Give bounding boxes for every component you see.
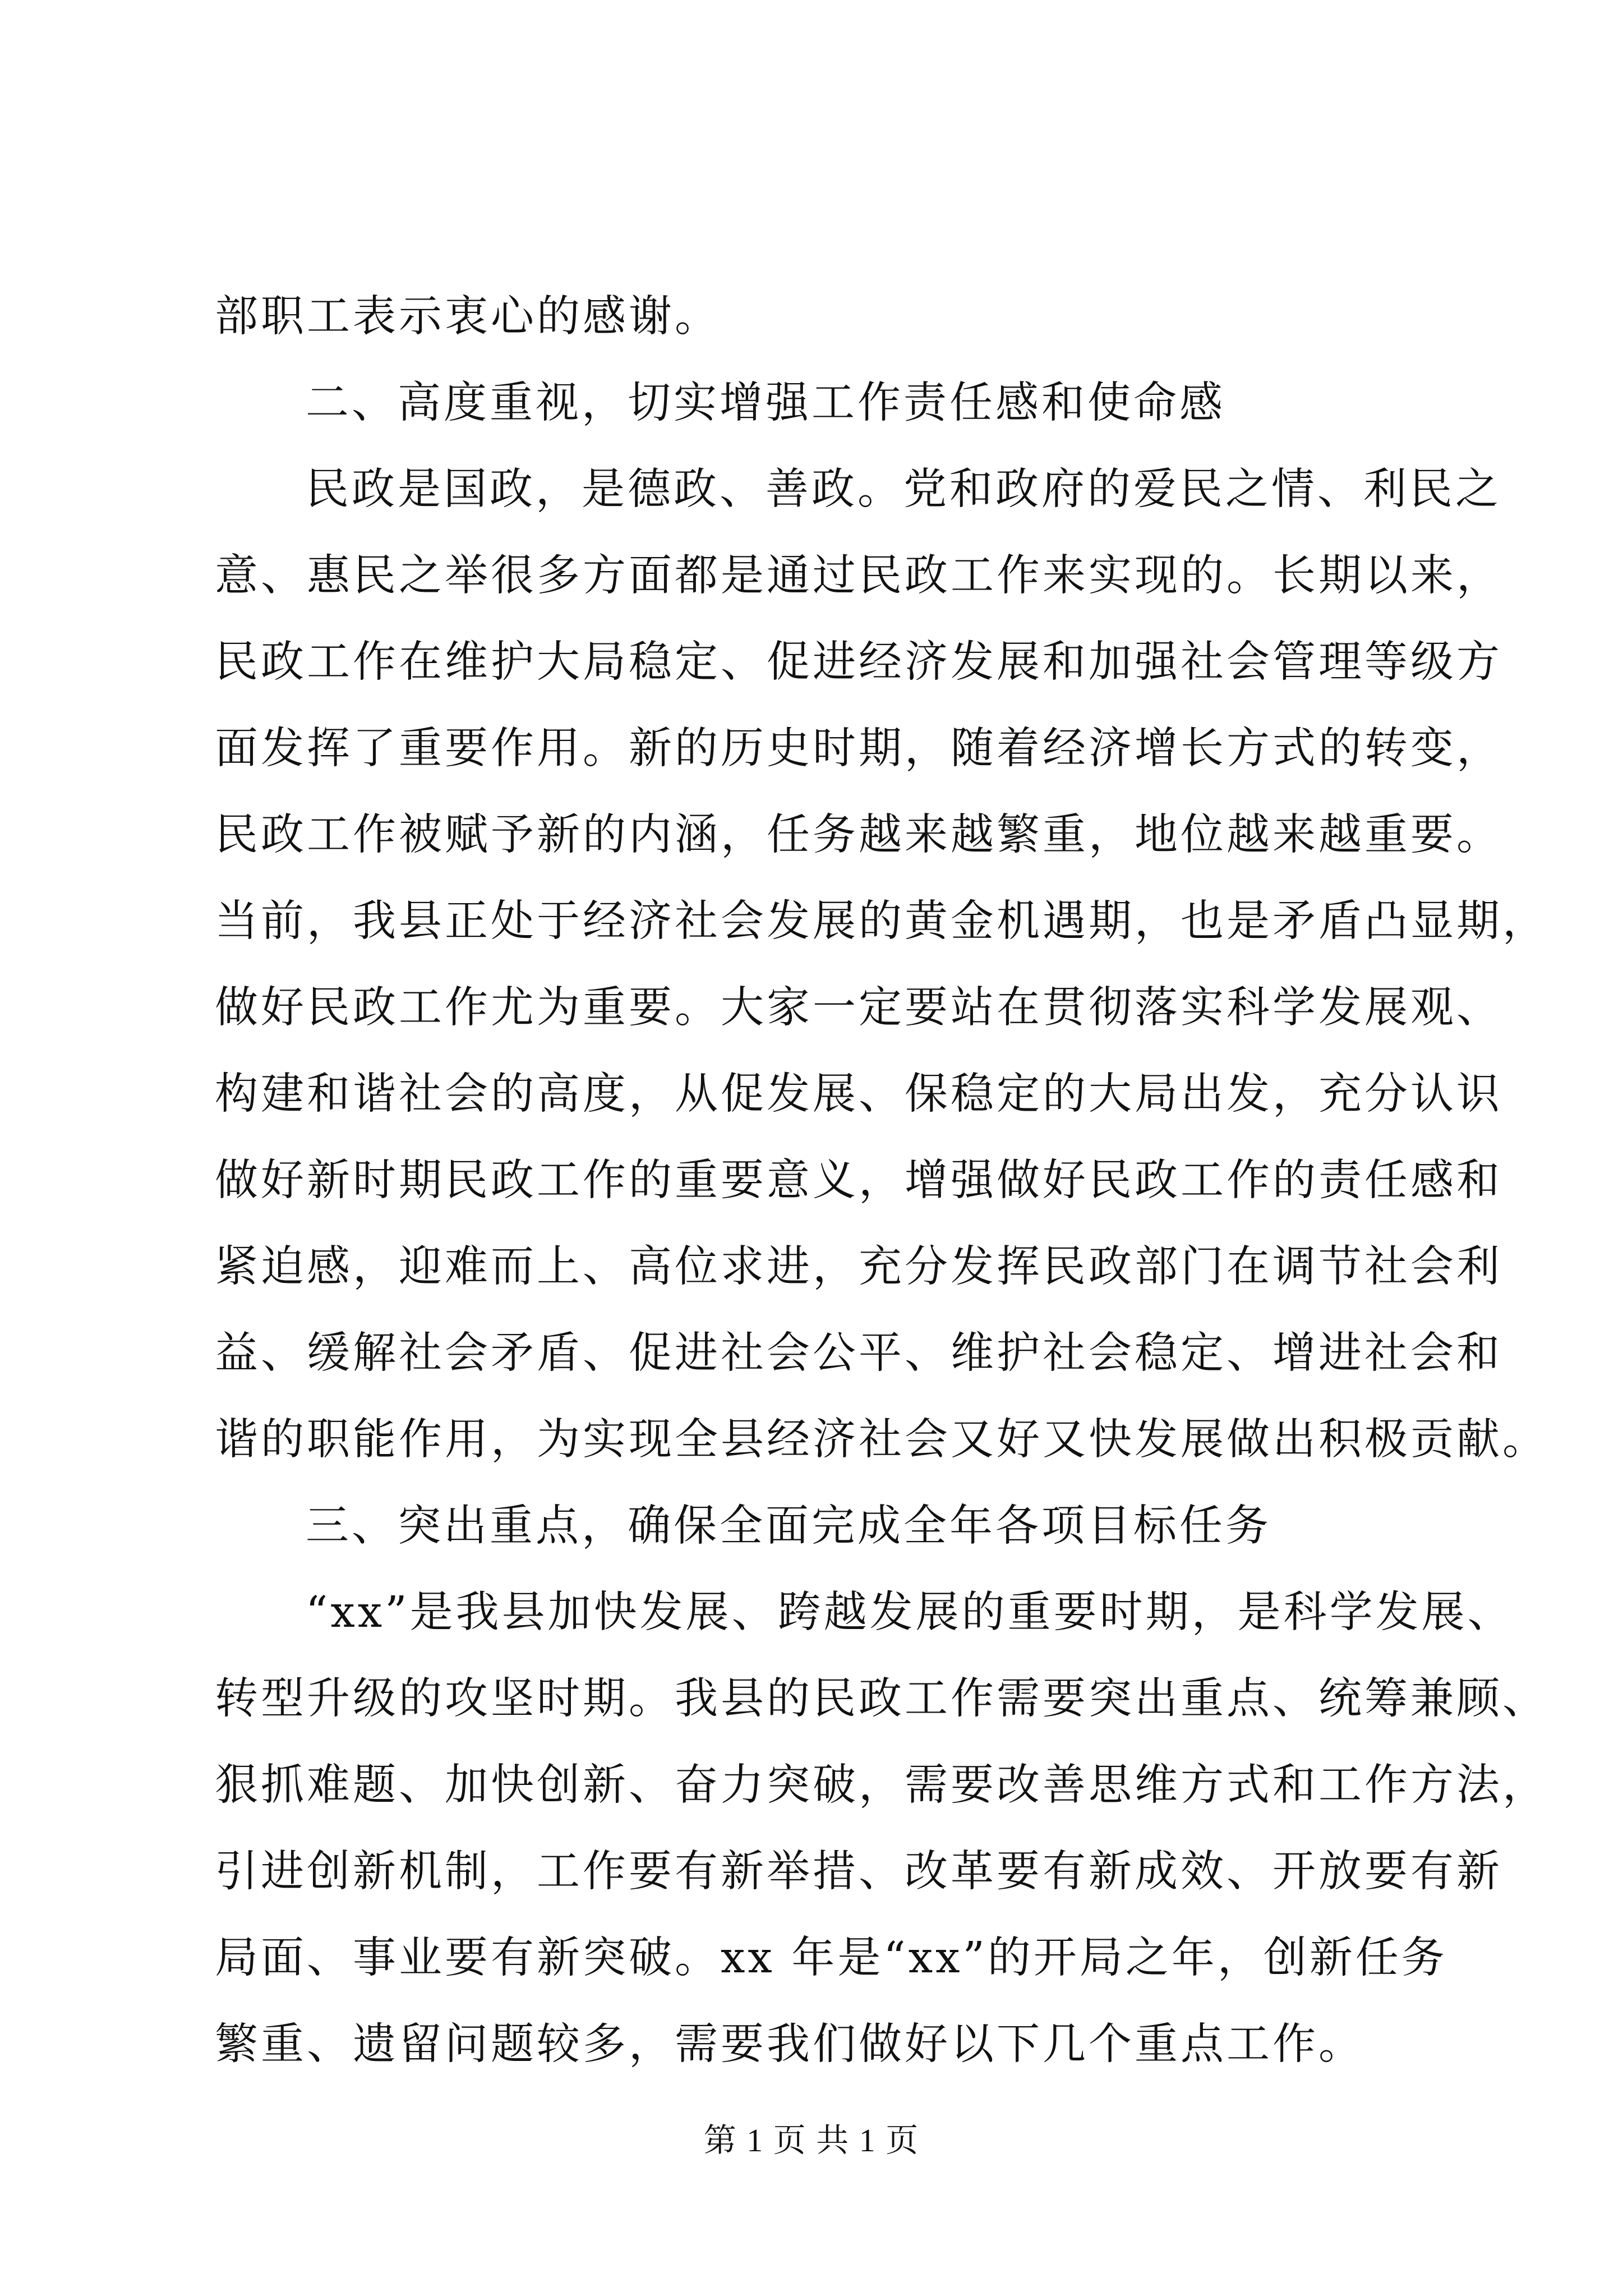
paragraph-line: 紧迫感，迎难而上、高位求进，充分发挥民政部门在调节社会利 [215,1242,1502,1292]
paragraph-line: 做好民政工作尤为重要。大家一定要站在贯彻落实科学发展观、 [215,983,1502,1033]
paragraph-line: 做好新时期民政工作的重要意义，增强做好民政工作的责任感和 [215,1156,1502,1205]
paragraph-line: 转型升级的攻坚时期。我县的民政工作需要突出重点、统筹兼顾、 [215,1674,1548,1724]
section-heading-3: 三、突出重点，确保全面完成全年各项目标任务 [306,1501,1271,1551]
paragraph-line: 民政是国政，是德政、善政。党和政府的爱民之情、利民之 [306,464,1501,514]
paragraph-line: 狠抓难题、加快创新、奋力突破，需要改善思维方式和工作方法， [215,1760,1548,1810]
paragraph-line: 部职工表示衷心的感谢。 [215,292,721,342]
page-number-footer: 第 1 页 共 1 页 [703,2122,920,2159]
paragraph-line: 构建和谐社会的高度，从促发展、保稳定的大局出发，充分认识 [215,1069,1502,1119]
paragraph-line: 当前，我县正处于经济社会发展的黄金机遇期，也是矛盾凸显期， [215,896,1548,946]
document-body [215,274,1548,2088]
paragraph-line: 谐的职能作用，为实现全县经济社会又好又快发展做出积极贡献。 [215,1415,1548,1465]
paragraph-line: “xx”是我县加快发展、跨越发展的重要时期，是科学发展、 [306,1588,1514,1637]
paragraph-line: 面发挥了重要作用。新的历史时期，随着经济增长方式的转变， [215,724,1502,774]
paragraph-line: 意、惠民之举很多方面都是通过民政工作来实现的。长期以来， [215,551,1502,601]
paragraph-line: 民政工作被赋予新的内涵，任务越来越繁重，地位越来越重要。 [215,810,1502,860]
paragraph-line: 民政工作在维护大局稳定、促进经济发展和加强社会管理等级方 [215,637,1502,687]
paragraph-line: 繁重、遗留问题较多，需要我们做好以下几个重点工作。 [215,2019,1364,2069]
paragraph-line: 局面、事业要有新突破。xx 年是“xx”的开局之年，创新任务 [215,1933,1447,1983]
paragraph-line: 引进创新机制，工作要有新举措、改革要有新成效、开放要有新 [215,1847,1502,1897]
paragraph-line: 益、缓解社会矛盾、促进社会公平、维护社会稳定、增进社会和 [215,1328,1502,1378]
section-heading-2: 二、高度重视，切实增强工作责任感和使命感 [306,378,1225,428]
